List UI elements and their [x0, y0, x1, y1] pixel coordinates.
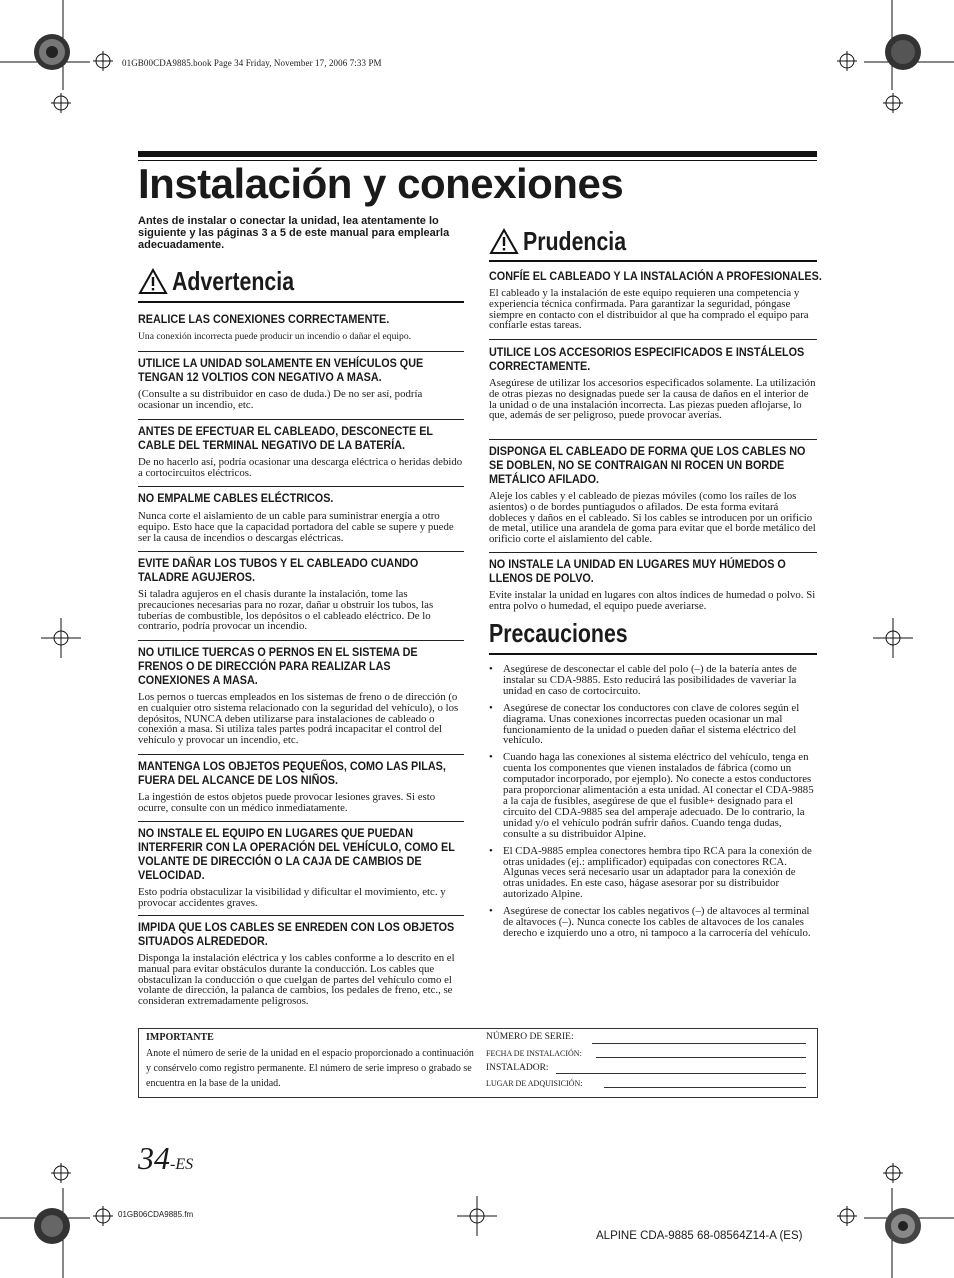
install-date-field[interactable] — [596, 1057, 806, 1058]
list-item: • Asegúrese de conectar los cables negativos (–) de altavoces al terminal de altavoces (–). Nunca conecte los cables de altavoces de los canales derecho e izquierdo uno a otro, ni tampoco a la carrocería del vehículo. — [489, 906, 819, 939]
serial-number-field[interactable] — [592, 1043, 806, 1044]
item-heading: UTILICE LA UNIDAD SOLAMENTE EN VEHÍCULOS QUE TENGAN 12 VOLTIOS CON NEGATIVO A MASA. — [138, 356, 424, 384]
footer-code: ALPINE CDA-9885 68-08564Z14-A (ES) — [596, 1230, 803, 1242]
item-body: El cableado y la instalación de este equipo requieren una competencia y experiencia técnica confirmada. Para garantizar la seguridad, póngase siempre en contacto con el distribuidor al que ha comprado el equipo para confiarle estas tareas. — [489, 287, 809, 332]
item-heading: REALICE LAS CONEXIONES CORRECTAMENTE. — [138, 312, 390, 326]
divider — [489, 439, 817, 440]
divider — [138, 640, 464, 641]
divider — [138, 754, 464, 755]
advertencia-heading — [138, 266, 321, 297]
item-body: Los pernos o tuercas empleados en los sistemas de freno o de dirección (o en cualquier otro sistema relacionado con la seguridad del vehículo), o los depósitos, NUNCA deben utilizarse para instalaciones de cableado o conexión a masa. Si utiliza tales partes podrá incapacitar el control del vehículo y provocar un incendio, etc. — [138, 691, 459, 747]
install-date-label: FECHA DE INSTALACIÓN: — [486, 1049, 582, 1058]
page-number-value: 34 — [138, 1140, 170, 1176]
item-heading: NO INSTALE EL EQUIPO EN LUGARES QUE PUEDAN INTERFERIR CON LA OPERACIÓN DEL VEHÍCULO, COMO EL VOLANTE DE DIRECCIÓN O LA CAJA DE CAMBIOS DE VELOCIDAD. — [138, 826, 455, 882]
item-body: Asegúrese de utilizar los accesorios especificados solamente. La utilización de otras piezas no designadas puede ser la causa de daños en el interior de la unidad o de una instalación incorrecta. Las piezas pueden aflojarse, lo que, además de ser peligroso, puede provocar averías. — [489, 377, 816, 422]
item-body: La ingestión de estos objetos puede provocar lesiones graves. Si esto ocurre, consulte con un médico inmediatamente. — [138, 791, 436, 814]
item-heading: NO UTILICE TUERCAS O PERNOS EN EL SISTEMA DE FRENOS O DE DIRECCIÓN PARA REALIZAR LAS CONEXIONES A MASA. — [138, 645, 418, 687]
print-header: 01GB00CDA9885.book Page 34 Friday, November 17, 2006 7:33 PM — [122, 58, 382, 68]
footer-filename: 01GB06CDA9885.fm — [118, 1210, 194, 1219]
item-body: Nunca corte el aislamiento de un cable para suministrar energía a otro equipo. Esto hace que la capacidad portadora del cable se supere y puede ser la causa de incendios o descargas eléctricas. — [138, 510, 454, 544]
warning-triangle-icon — [489, 228, 519, 255]
installer-label: INSTALADOR: — [486, 1063, 549, 1073]
item-heading: DISPONGA EL CABLEADO DE FORMA QUE LOS CABLES NO SE DOBLEN, NO SE CONTRAIGAN NI ROCEN UN BORDE METÁLICO AFILADO. — [489, 444, 806, 486]
item-body: Una conexión incorrecta puede producir un incendio o dañar el equipo. — [138, 331, 412, 342]
title-rule — [138, 151, 817, 157]
prudencia-item — [489, 269, 822, 332]
divider — [489, 339, 817, 340]
precauciones-title: Precauciones — [489, 618, 628, 648]
advertencia-item — [138, 826, 464, 909]
purchase-place-field[interactable] — [604, 1087, 806, 1088]
item-body: Si taladra agujeros en el chasis durante la instalación, tome las precauciones necesarias para no rozar, dañar u obstruir los tubos, las tuberías de combustible, los depósitos o el cableado eléctrico. De lo contrario, podría provocar un incendio. — [138, 588, 434, 633]
advertencia-item — [138, 556, 464, 632]
item-body: (Consulte a su distribuidor en caso de duda.) De no ser así, podría ocasionar un incendio, etc. — [138, 388, 423, 411]
item-body: Aleje los cables y el cableado de piezas móviles (como los raíles de los asientos) o de bordes puntiagudos o afilados. De esta forma evitará dobleces y daños en el cableado. Si los cables se introducen por un orificio de metal, utilice una arandela de goma para evitar que el borde metálico del orificio corte el aislamiento del cable. — [489, 490, 816, 546]
advertencia-item — [138, 920, 464, 1007]
divider — [138, 915, 464, 916]
list-item: • El CDA-9885 emplea conectores hembra tipo RCA para la conexión de otras unidades (ej.: amplificador) equipadas con conectores RCA. Algunas veces será necesario usar un adaptador para la conexión de otras unidades. En este caso, hágase asesorar por su distribuidor autorizado Alpine. — [489, 846, 819, 901]
list-item: • Asegúrese de conectar los conductores con clave de colores según el diagrama. Unas conexiones incorrectas pueden ocasionar un mal funcionamiento de la unidad o pueden dañar el sistema eléctrico del vehículo. — [489, 703, 819, 747]
advertencia-item — [138, 491, 464, 543]
prudencia-heading — [489, 226, 649, 257]
serial-number-label: NÚMERO DE SERIE: — [486, 1032, 574, 1042]
importante-text: Anote el número de serie de la unidad en el espacio proporcionado a continuación y consérvelo como registro permanente. El número de serie impreso o grabado se encuentra en la base de la unidad. — [146, 1048, 474, 1089]
prudencia-item — [489, 557, 817, 612]
divider — [138, 821, 464, 822]
precauciones-heading — [489, 618, 658, 649]
precauciones-rule — [489, 653, 817, 655]
list-item: • Cuando haga las conexiones al sistema eléctrico del vehículo, tenga en cuenta los componentes que vienen instalados de fábrica (como un computador incorporado, por ejemplo). No conecte a estos conductores para proporcionar alimentación a esta unidad. Al conectar el CDA-9885 a la caja de fusibles, asegúrese de que el fusible+ designado para el circuito del CDA-9885 sea del amperaje adecuado. De lo contrario, la unidad y/o el vehículo podrán sufrir daños. Cuando tenga dudas, consulte a su distribuidor Alpine. — [489, 752, 819, 839]
item-body: Disponga la instalación eléctrica y los cables conforme a lo descrito en el manual para evitar obstáculos durante la conducción. Los cables que obstaculizan la conducción o que cuelgan de partes del vehículo como el volante de dirección, la palanca de cambios, los pedales de freno, etc., se consideran extremadamente peligrosos. — [138, 952, 455, 1008]
item-body: De no hacerlo así, podría ocasionar una descarga eléctrica o heridas debido a cortocircuitos eléctricos. — [138, 456, 463, 479]
item-body: Esto podría obstaculizar la visibilidad y dificultar el movimiento, etc. y provocar accidentes graves. — [138, 886, 446, 909]
prudencia-item — [489, 444, 817, 545]
divider — [138, 486, 464, 487]
item-heading: IMPIDA QUE LOS CABLES SE ENREDEN CON LOS OBJETOS SITUADOS ALREDEDOR. — [138, 920, 455, 948]
warning-triangle-icon — [138, 268, 168, 295]
advertencia-item — [138, 356, 464, 411]
importante-title: IMPORTANTE — [146, 1032, 214, 1043]
advertencia-item — [138, 424, 464, 479]
prudencia-rule — [489, 260, 817, 262]
prudencia-title: Prudencia — [523, 226, 627, 256]
advertencia-rule — [138, 301, 464, 303]
divider — [138, 351, 464, 352]
page-number — [138, 1140, 193, 1177]
purchase-place-label: LUGAR DE ADQUISICIÓN: — [486, 1079, 583, 1088]
divider — [138, 551, 464, 552]
item-heading: EVITE DAÑAR LOS TUBOS Y EL CABLEADO CUANDO TALADRE AGUJEROS. — [138, 556, 419, 584]
advertencia-item — [138, 759, 464, 814]
item-heading: NO INSTALE LA UNIDAD EN LUGARES MUY HÚMEDOS O LLENOS DE POLVO. — [489, 557, 786, 585]
item-heading: MANTENGA LOS OBJETOS PEQUEÑOS, COMO LAS PILAS, FUERA DEL ALCANCE DE LOS NIÑOS. — [138, 759, 446, 787]
installer-field[interactable] — [556, 1073, 806, 1074]
item-heading: UTILICE LOS ACCESORIOS ESPECIFICADOS E INSTÁLELOS CORRECTAMENTE. — [489, 345, 805, 373]
advertencia-item — [138, 312, 464, 343]
item-body: Evite instalar la unidad en lugares con altos índices de humedad o polvo. Si entra polvo o humedad, el equipo puede averiarse. — [489, 589, 816, 612]
item-heading: ANTES DE EFECTUAR EL CABLEADO, DESCONECTE EL CABLE DEL TERMINAL NEGATIVO DE LA BATERÍA. — [138, 424, 433, 452]
divider — [138, 419, 464, 420]
item-heading: NO EMPALME CABLES ELÉCTRICOS. — [138, 491, 334, 505]
advertencia-title: Advertencia — [172, 266, 295, 296]
item-heading: CONFÍE EL CABLEADO Y LA INSTALACIÓN A PROFESIONALES. — [489, 269, 822, 283]
page-title: Instalación y conexiones — [138, 160, 624, 207]
prudencia-item — [489, 345, 817, 421]
intro-text: Antes de instalar o conectar la unidad, lea atentamente lo siguiente y las páginas 3 a 5 de este manual para emplearla adecuadamente. — [138, 215, 450, 251]
advertencia-item — [138, 645, 464, 746]
divider — [489, 552, 817, 553]
precauciones-list — [489, 664, 819, 945]
list-item: • Asegúrese de desconectar el cable del polo (–) de la batería antes de instalar su CDA-9885. Esto reducirá las posibilidades de vaveriar la unidad en caso de cortocircuito. — [489, 664, 819, 697]
page-number-suffix: -ES — [170, 1156, 194, 1173]
